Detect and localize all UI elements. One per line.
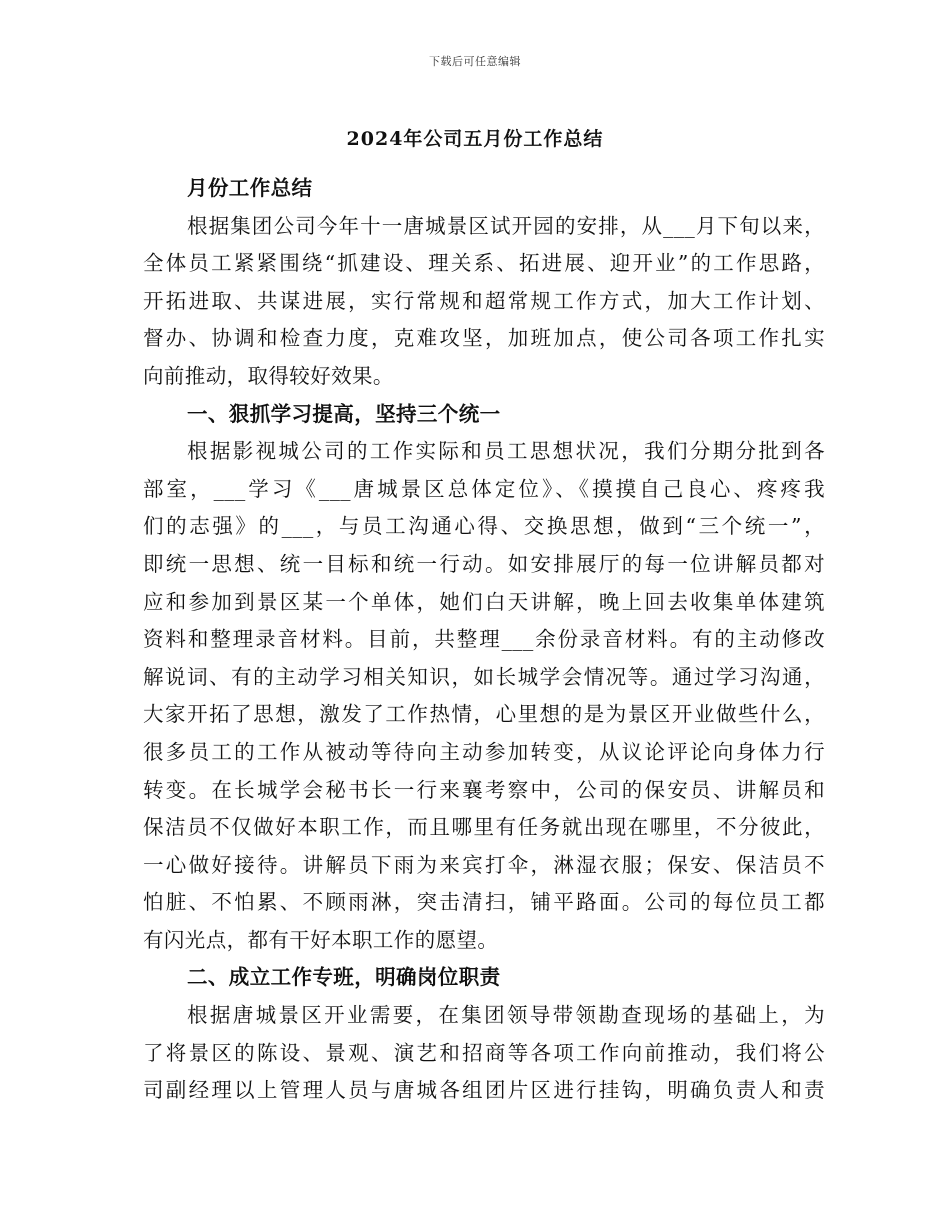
section-heading: 二、成立工作专班，明确岗位职责 (187, 965, 501, 990)
paragraph-line: 怕脏、不怕累、不顾雨淋，突击清扫，铺平路面。公司的每位员工都 (143, 890, 825, 915)
paragraph-line: 有闪光点，都有干好本职工作的愿望。 (143, 927, 499, 952)
paragraph-line: 司副经理以上管理人员与唐城各组团片区进行挂钩，明确负责人和责 (143, 1078, 825, 1103)
paragraph-line: 资料和整理录音材料。目前，共整理___余份录音材料。有的主动修改 (143, 627, 825, 652)
paragraph-line: 保洁员不仅做好本职工作，而且哪里有任务就出现在哪里，不分彼此， (143, 815, 825, 840)
header-note: 下载后可任意编辑 (429, 55, 521, 68)
paragraph-line: 解说词、有的主动学习相关知识，如长城学会情况等。通过学习沟通， (143, 664, 825, 689)
paragraph-line: 根据影视城公司的工作实际和员工思想状况，我们分期分批到各 (187, 439, 825, 464)
paragraph-line: 即统一思想、统一目标和统一行动。如安排展厅的每一位讲解员都对 (143, 551, 825, 576)
paragraph-line: 大家开拓了思想，激发了工作热情，心里想的是为景区开业做些什么， (143, 702, 825, 727)
document-title: 2024年公司五月份工作总结 (346, 128, 604, 150)
section-heading: 一、狠抓学习提高，坚持三个统一 (187, 401, 501, 426)
paragraph-line: 根据唐城景区开业需要，在集团领导带领勘查现场的基础上，为 (187, 1003, 825, 1028)
paragraph-line: 转变。在长城学会秘书长一行来襄考察中，公司的保安员、讲解员和 (143, 777, 825, 802)
paragraph-line: 了将景区的陈设、景观、演艺和招商等各项工作向前推动，我们将公 (143, 1040, 825, 1065)
paragraph-line: 督办、协调和检查力度，克难攻坚，加班加点，使公司各项工作扎实 (143, 326, 825, 351)
paragraph-line: 很多员工的工作从被动等待向主动参加转变，从议论评论向身体力行 (143, 739, 825, 764)
paragraph-line: 应和参加到景区某一个单体，她们白天讲解，晚上回去收集单体建筑 (143, 589, 825, 614)
paragraph-line: 一心做好接待。讲解员下雨为来宾打伞，淋湿衣服；保安、保洁员不 (143, 852, 825, 877)
paragraph-line: 向前推动，取得较好效果。 (143, 363, 394, 388)
paragraph-line: 部室，___学习《___唐城景区总体定位》、《摸摸自己良心、疼疼我 (143, 476, 825, 501)
paragraph-line: 开拓进取、共谋进展，实行常规和超常规工作方式，加大工作计划、 (143, 288, 825, 313)
paragraph-line: 根据集团公司今年十一唐城景区试开园的安排，从___月下旬以来， (187, 213, 825, 238)
document-body (143, 170, 825, 1110)
paragraph-line: 们的志强》的___，与员工沟通心得、交换思想，做到“三个统一”， (143, 514, 825, 539)
section-heading: 月份工作总结 (187, 176, 313, 200)
paragraph-line: 全体员工紧紧围绕“抓建设、理关系、拓进展、迎开业”的工作思路， (143, 251, 825, 276)
